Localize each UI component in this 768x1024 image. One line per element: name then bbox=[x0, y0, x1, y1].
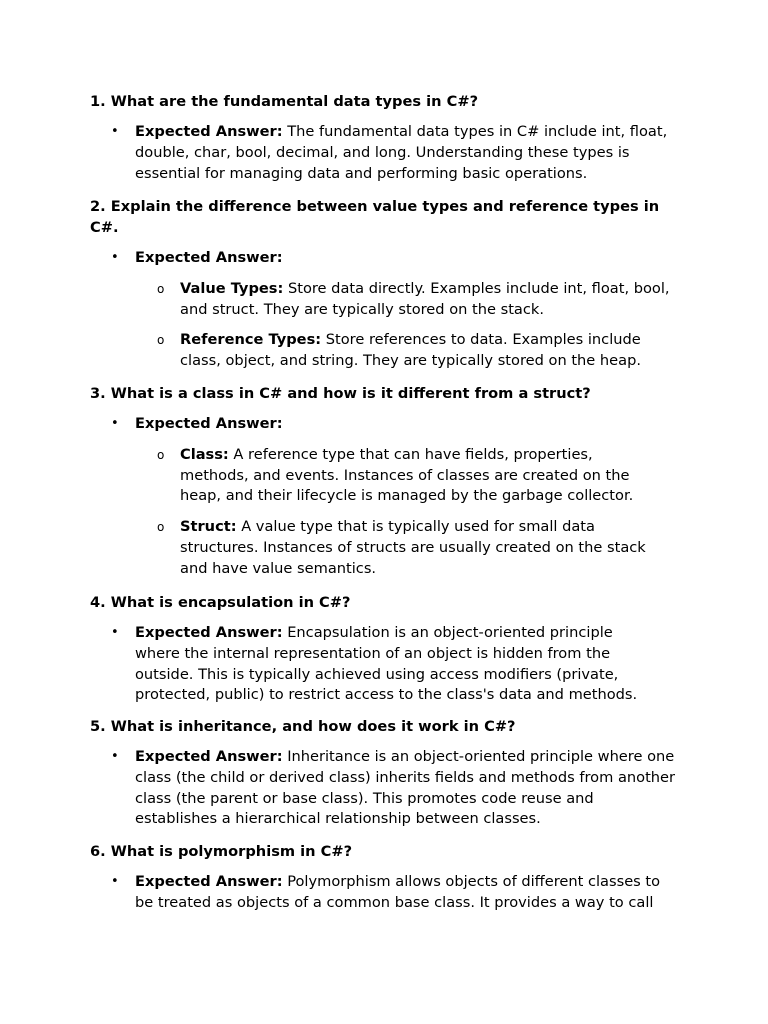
question-block-4 bbox=[90, 592, 680, 706]
answer-3-subitem-class bbox=[157, 445, 660, 507]
answer-2-subitem-value-types bbox=[157, 279, 670, 321]
question-block-2 bbox=[90, 196, 680, 372]
answer-3-subitem-struct bbox=[157, 517, 670, 579]
question-block-1 bbox=[90, 91, 680, 184]
bullet-icon: • bbox=[111, 874, 119, 889]
circle-bullet-icon: o bbox=[157, 281, 165, 296]
circle-bullet-icon: o bbox=[157, 520, 165, 535]
answer-label: Expected Answer: bbox=[135, 624, 283, 641]
answer-5 bbox=[111, 747, 680, 830]
bullet-icon: • bbox=[111, 625, 119, 640]
subitem-label: Value Types: bbox=[180, 279, 284, 297]
question-block-6 bbox=[90, 841, 680, 914]
question-6-title: 6. What is polymorphism in C#? bbox=[90, 843, 353, 860]
subitem-label: Struct: bbox=[180, 518, 237, 536]
answer-2-subitem-reference-types bbox=[157, 330, 670, 372]
question-3-title: 3. What is a class in C# and how is it different from a struct? bbox=[90, 385, 591, 402]
subitem-label: Class: bbox=[180, 445, 229, 463]
answer-text: The fundamental data types in C# include int, float, double, char, bool, decimal, and long. Understanding these types is essential for managing data and performing basic operations. bbox=[135, 123, 668, 182]
answer-6 bbox=[111, 872, 680, 914]
subitem-text: Store references to data. Examples include class, object, and string. They are typically stored on the heap. bbox=[180, 331, 641, 370]
question-block-3 bbox=[90, 383, 680, 580]
subitem-text: A value type that is typically used for small data structures. Instances of structs are usually created on the stack and have value semantics. bbox=[180, 518, 646, 577]
answer-4 bbox=[111, 623, 660, 706]
answer-label: Expected Answer: bbox=[135, 123, 283, 140]
subitem-label: Reference Types: bbox=[180, 331, 322, 349]
bullet-icon: • bbox=[111, 749, 119, 764]
answer-2 bbox=[111, 248, 680, 269]
question-4-title: 4. What is encapsulation in C#? bbox=[90, 594, 351, 611]
question-5-title: 5. What is inheritance, and how does it work in C#? bbox=[90, 718, 516, 735]
bullet-icon: • bbox=[111, 416, 119, 431]
answer-3 bbox=[111, 414, 680, 435]
bullet-icon: • bbox=[111, 250, 119, 265]
answer-label: Expected Answer: bbox=[135, 415, 283, 432]
question-2-title: 2. Explain the difference between value types and reference types in C#. bbox=[90, 198, 660, 236]
bullet-icon: • bbox=[111, 124, 119, 139]
answer-text: Encapsulation is an object-oriented principle where the internal representation of an object is hidden from the outside. This is typically achieved using access modifiers (private, protected, public) to restrict access to the class's data and methods. bbox=[135, 624, 638, 704]
answer-text: Polymorphism allows objects of different classes to be treated as objects of a common base class. It provides a way to call bbox=[135, 873, 661, 911]
answer-1 bbox=[111, 122, 680, 184]
question-1-title: 1. What are the fundamental data types in C#? bbox=[90, 93, 479, 110]
subitem-text: Store data directly. Examples include int, float, bool, and struct. They are typically stored on the stack. bbox=[180, 279, 670, 318]
answer-text: Inheritance is an object-oriented principle where one class (the child or derived class) inherits fields and methods from another class (the parent or base class). This promotes code reuse and establishes a hierarchical relationship between classes. bbox=[135, 748, 676, 828]
circle-bullet-icon: o bbox=[157, 447, 165, 462]
answer-label: Expected Answer: bbox=[135, 748, 283, 765]
question-block-5 bbox=[90, 716, 680, 830]
subitem-text: A reference type that can have fields, properties, methods, and events. Instances of classes are created on the heap, and their lifecycle is managed by the garbage collector. bbox=[180, 445, 634, 505]
answer-label: Expected Answer: bbox=[135, 249, 283, 266]
circle-bullet-icon: o bbox=[157, 333, 165, 348]
answer-label: Expected Answer: bbox=[135, 873, 283, 890]
